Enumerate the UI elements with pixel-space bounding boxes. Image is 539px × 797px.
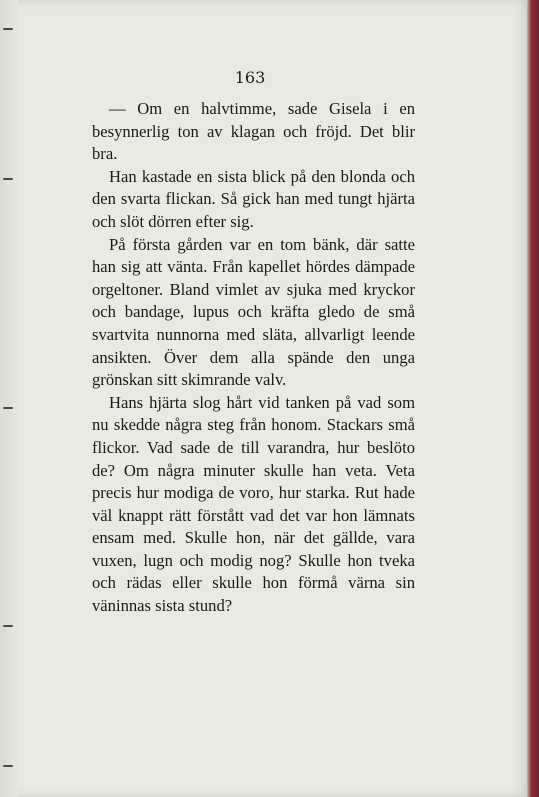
body-text: [92, 98, 415, 618]
binding-stitch: [3, 28, 13, 30]
page-number: 163: [234, 68, 266, 87]
paragraph: Hans hjärta slog hårt vid tanken på vad som nu skedde några steg från honom. Stackars små flickor. Vad sade de till varandra, hur beslöto de? Om några minuter skulle han veta. Veta precis hur modiga de voro, hur starka. Rut hade väl knappt rätt förstått vad det var hon lämnats ensam med. Skulle hon, när det gällde, vara vuxen, lugn och modig nog? Skulle hon tveka och rädas eller skulle hon förmå värna sin väninnas sista stund?: [92, 392, 415, 616]
paragraph: Han kastade en sista blick på den blonda och den svarta flickan. Så gick han med tungt hjärta och slöt dörren efter sig.: [92, 166, 415, 231]
book-cover-edge: [527, 0, 539, 797]
binding-stitch: [3, 178, 13, 180]
binding-stitch: [3, 625, 13, 627]
paragraph: På första gården var en tom bänk, där satte han sig att vänta. Från kapellet hördes dämpade orgeltoner. Bland vimlet av sjuka med kryckor och bandage, lupus och kräfta gledo de små svartvita nunnorna med släta, allvarligt leende ansikten. Över dem alla spände den unga grönskan sitt skimrande valv.: [92, 234, 415, 390]
page-inner-margin: [0, 0, 18, 797]
binding-stitch: [3, 407, 13, 409]
binding-stitch: [3, 765, 13, 767]
paragraph: — Om en halvtimme, sade Gisela i en besynnerlig ton av klagan och fröjd. Det blir bra.: [92, 99, 415, 164]
